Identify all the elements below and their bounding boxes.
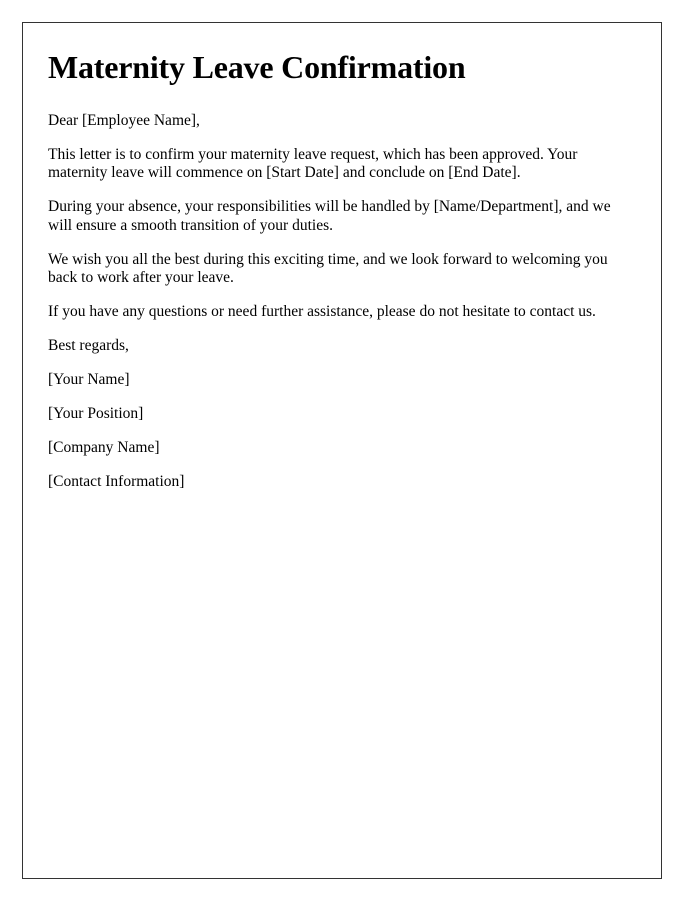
document-page <box>22 22 662 879</box>
body-paragraph-3: We wish you all the best during this exciting time, and we look forward to welcoming you back to work after your leave. <box>48 250 608 287</box>
signature-position: [Your Position] <box>48 405 144 423</box>
document-body <box>23 23 661 492</box>
salutation: Dear [Employee Name], <box>48 111 200 129</box>
body-paragraph-1: This letter is to confirm your maternity leave request, which has been approved. Your maternity leave will commence on [Start Date] and conclude on [End Date]. <box>48 145 578 182</box>
body-paragraph-4: If you have any questions or need further assistance, please do not hesitate to contact us. <box>48 303 596 321</box>
page-title: Maternity Leave Confirmation <box>48 49 466 85</box>
closing-line: Best regards, <box>48 337 129 355</box>
signature-company: [Company Name] <box>48 439 160 457</box>
body-paragraph-2: During your absence, your responsibilities will be handled by [Name/Department], and we will ensure a smooth transition of your duties. <box>48 198 611 234</box>
signature-name: [Your Name] <box>48 371 130 389</box>
signature-contact: [Contact Information] <box>48 473 185 491</box>
